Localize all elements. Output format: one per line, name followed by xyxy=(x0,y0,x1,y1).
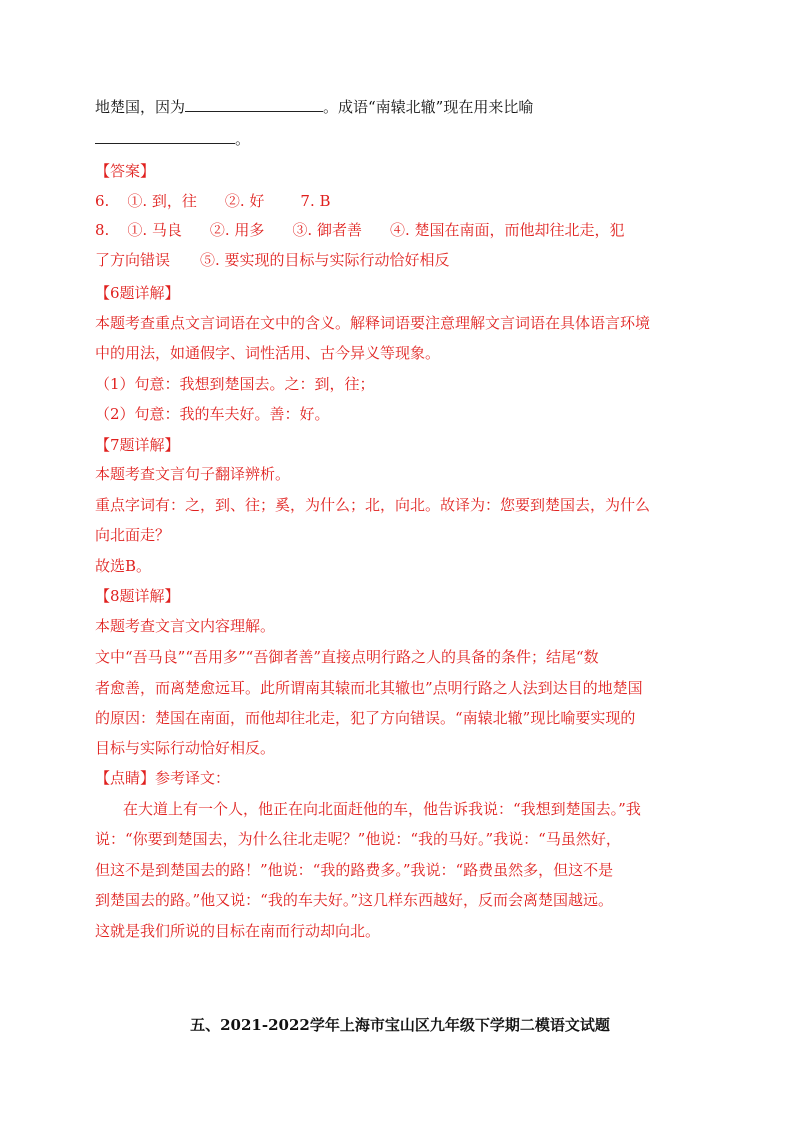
explain7-label: 【7题详解】 xyxy=(95,436,180,454)
explain8-line5: 目标与实际行动恰好相反。 xyxy=(95,739,276,757)
explain8-label: 【8题详解】 xyxy=(95,587,180,605)
commentary-label: 【点睛】参考译文： xyxy=(95,769,231,787)
question-tail-line2 xyxy=(95,129,250,149)
answer-line-8 xyxy=(95,220,625,240)
q8-answer-4-cont: 了方向错误 xyxy=(95,251,171,269)
answer-blank-1 xyxy=(185,97,323,112)
commentary-line1: 在大道上有一个人，他正在向北面赶他的车，他告诉我说：“我想到楚国去。”我 xyxy=(123,800,641,818)
explain7-line2: 重点字词有：之，到、往；奚，为什么；北，向北。故译为：您要到楚国去，为什么 xyxy=(95,496,651,514)
q8-number: 8. xyxy=(95,221,110,239)
explain6-line4: （2）句意：我的车夫好。善：好。 xyxy=(95,405,330,423)
q6-answer-a: ①. 到，往 xyxy=(127,192,197,210)
answer-line-8b xyxy=(95,250,450,270)
q6-answer-b: ②. 好 xyxy=(224,192,265,210)
commentary-line5: 这就是我们所说的目标在南而行动却向北。 xyxy=(95,922,381,940)
explain7-line1: 本题考查文言句子翻译辨析。 xyxy=(95,465,291,483)
explain8-line3: 者愈善，而离楚愈远耳。此所谓南其辕而北其辙也”点明行路之人法到达目的地楚国 xyxy=(95,679,643,697)
explain6-line1: 本题考查重点文言词语在文中的含义。解释词语要注意理解文言词语在具体语言环境 xyxy=(95,314,651,332)
q8-answer-5: ⑤. 要实现的目标与实际行动恰好相反 xyxy=(200,251,450,269)
answer-line-6-7 xyxy=(95,191,331,211)
q8-answer-1: ①. 马良 xyxy=(127,221,182,239)
explain6-line2: 中的用法，如通假字、词性活用、古今异义等现象。 xyxy=(95,344,441,362)
commentary-line3: 但这不是到楚国去的路！”他说：“我的路费多。”我说：“路费虽然多，但这不是 xyxy=(95,861,614,879)
explain7-line3: 向北面走？ xyxy=(95,526,171,544)
next-section-title: 五、2021-2022学年上海市宝山区九年级下学期二模语文试题 xyxy=(190,1016,610,1034)
question-tail-text-a: 地楚国，因为 xyxy=(95,98,186,116)
explain8-line4: 的原因：楚国在南面，而他却往北走，犯了方向错误。“南辕北辙”现比喻要实现的 xyxy=(95,709,636,727)
explain6-line3: （1）句意：我想到楚国去。之：到，往； xyxy=(95,375,375,393)
answer-label: 【答案】 xyxy=(95,162,156,180)
explain6-label: 【6题详解】 xyxy=(95,284,180,302)
q6-number: 6. xyxy=(95,192,110,210)
q8-answer-3: ③. 御者善 xyxy=(292,221,362,239)
explain7-line4: 故选B。 xyxy=(95,557,152,575)
q8-answer-4: ④. 楚国在南面，而他却往北走，犯 xyxy=(389,221,625,239)
answer-blank-2 xyxy=(95,129,235,144)
commentary-line4: 到楚国去的路。”他又说：“我的车夫好。”这几样东西越好，反而会离楚国越远。 xyxy=(95,891,614,909)
explain8-line2: 文中“吾马良”“吾用多”“吾御者善”直接点明行路之人的具备的条件；结尾“数 xyxy=(95,648,599,666)
question-tail-line1 xyxy=(95,97,533,117)
question-tail-end: 。 xyxy=(235,130,251,148)
q8-answer-2: ②. 用多 xyxy=(209,221,265,239)
question-tail-text-b: 。成语“南辕北辙”现在用来比喻 xyxy=(323,98,534,116)
q7-answer: 7. B xyxy=(300,192,331,210)
commentary-line2: 说：“你要到楚国去，为什么往北走呢？”他说：“我的马好。”我说：“马虽然好， xyxy=(95,830,621,848)
explain8-line1: 本题考查文言文内容理解。 xyxy=(95,617,276,635)
